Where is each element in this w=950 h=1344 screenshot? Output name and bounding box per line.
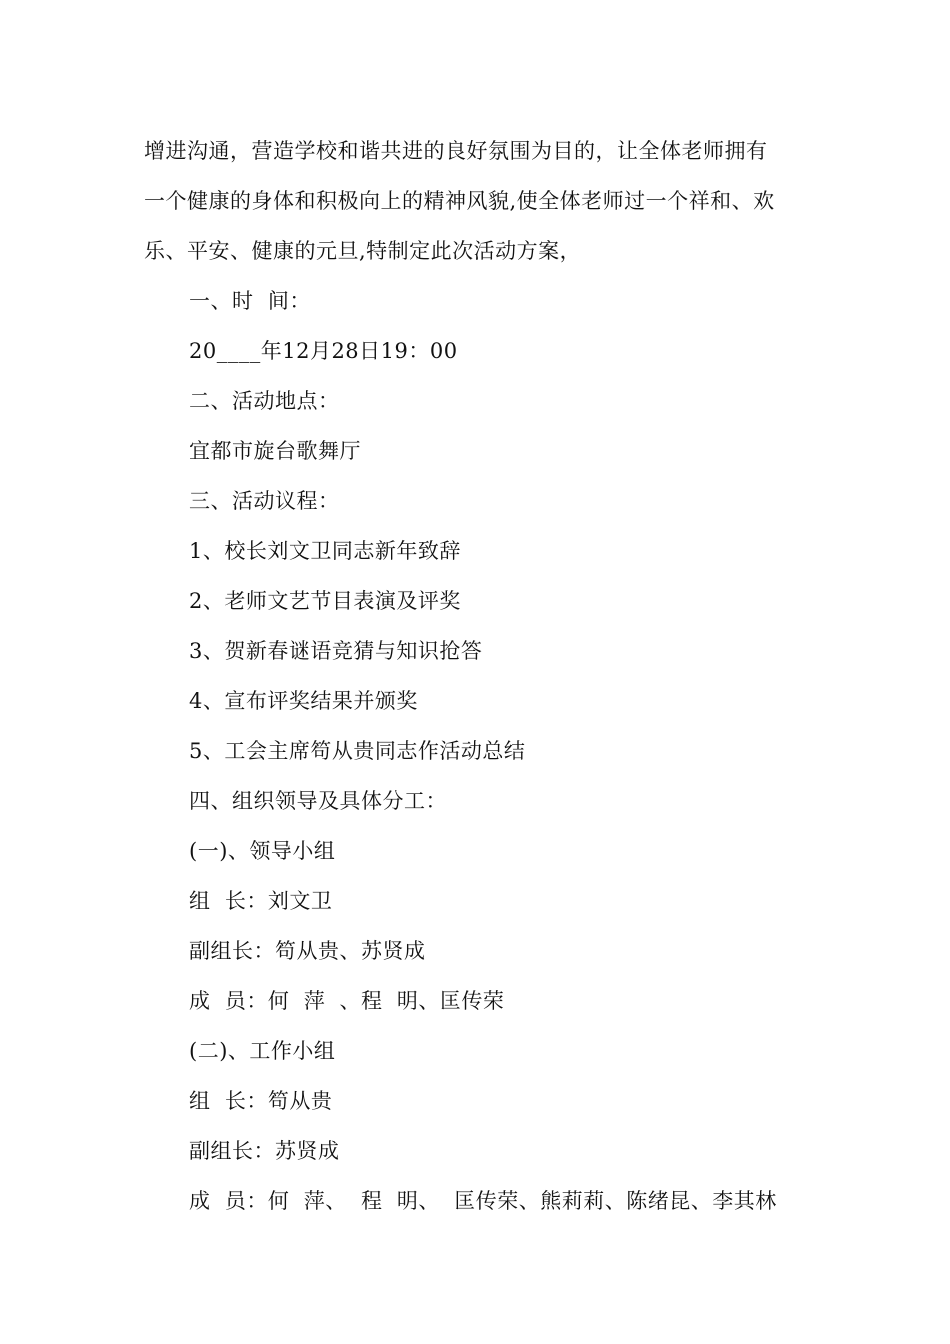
agenda-item: 2、老师文艺节目表演及评奖: [189, 589, 461, 613]
leadership-group-members: 成 员：何 萍 、程 明、匡传荣: [189, 989, 505, 1013]
agenda-item: 5、工会主席笱从贵同志作活动总结: [189, 739, 526, 763]
leadership-group-leader: 组 长：刘文卫: [189, 889, 333, 913]
leadership-group-deputy: 副组长：笱从贵、苏贤成: [189, 939, 426, 963]
work-group-deputy: 副组长：苏贤成: [189, 1139, 340, 1163]
agenda-item: 1、校长刘文卫同志新年致辞: [189, 539, 461, 563]
section-organization-heading: 四、组织领导及具体分工：: [189, 789, 447, 813]
section-time-heading: 一、时 间：: [189, 289, 311, 313]
section-agenda-heading: 三、活动议程：: [189, 489, 340, 513]
intro-line-1: 增进沟通，营造学校和谐共进的良好氛围为目的，让全体老师拥有: [144, 139, 768, 163]
agenda-item: 4、宣布评奖结果并颁奖: [189, 689, 418, 713]
leadership-group-title: (一)、领导小组: [189, 839, 336, 863]
work-group-leader: 组 长：笱从贵: [189, 1089, 333, 1113]
work-group-members: 成 员：何 萍、 程 明、 匡传荣、熊莉莉、陈绪昆、李其林: [189, 1189, 777, 1213]
section-location-value: 宜都市旋台歌舞厅: [189, 439, 361, 463]
intro-line-3: 乐、平安、健康的元旦,特制定此次活动方案，: [144, 239, 582, 263]
section-time-value: 20____年12月28日19：00: [189, 339, 458, 363]
intro-line-2: 一个健康的身体和积极向上的精神风貌,使全体老师过一个祥和、欢: [144, 189, 775, 213]
agenda-item: 3、贺新春谜语竞猜与知识抢答: [189, 639, 483, 663]
work-group-title: (二)、工作小组: [189, 1039, 336, 1063]
section-location-heading: 二、活动地点：: [189, 389, 340, 413]
